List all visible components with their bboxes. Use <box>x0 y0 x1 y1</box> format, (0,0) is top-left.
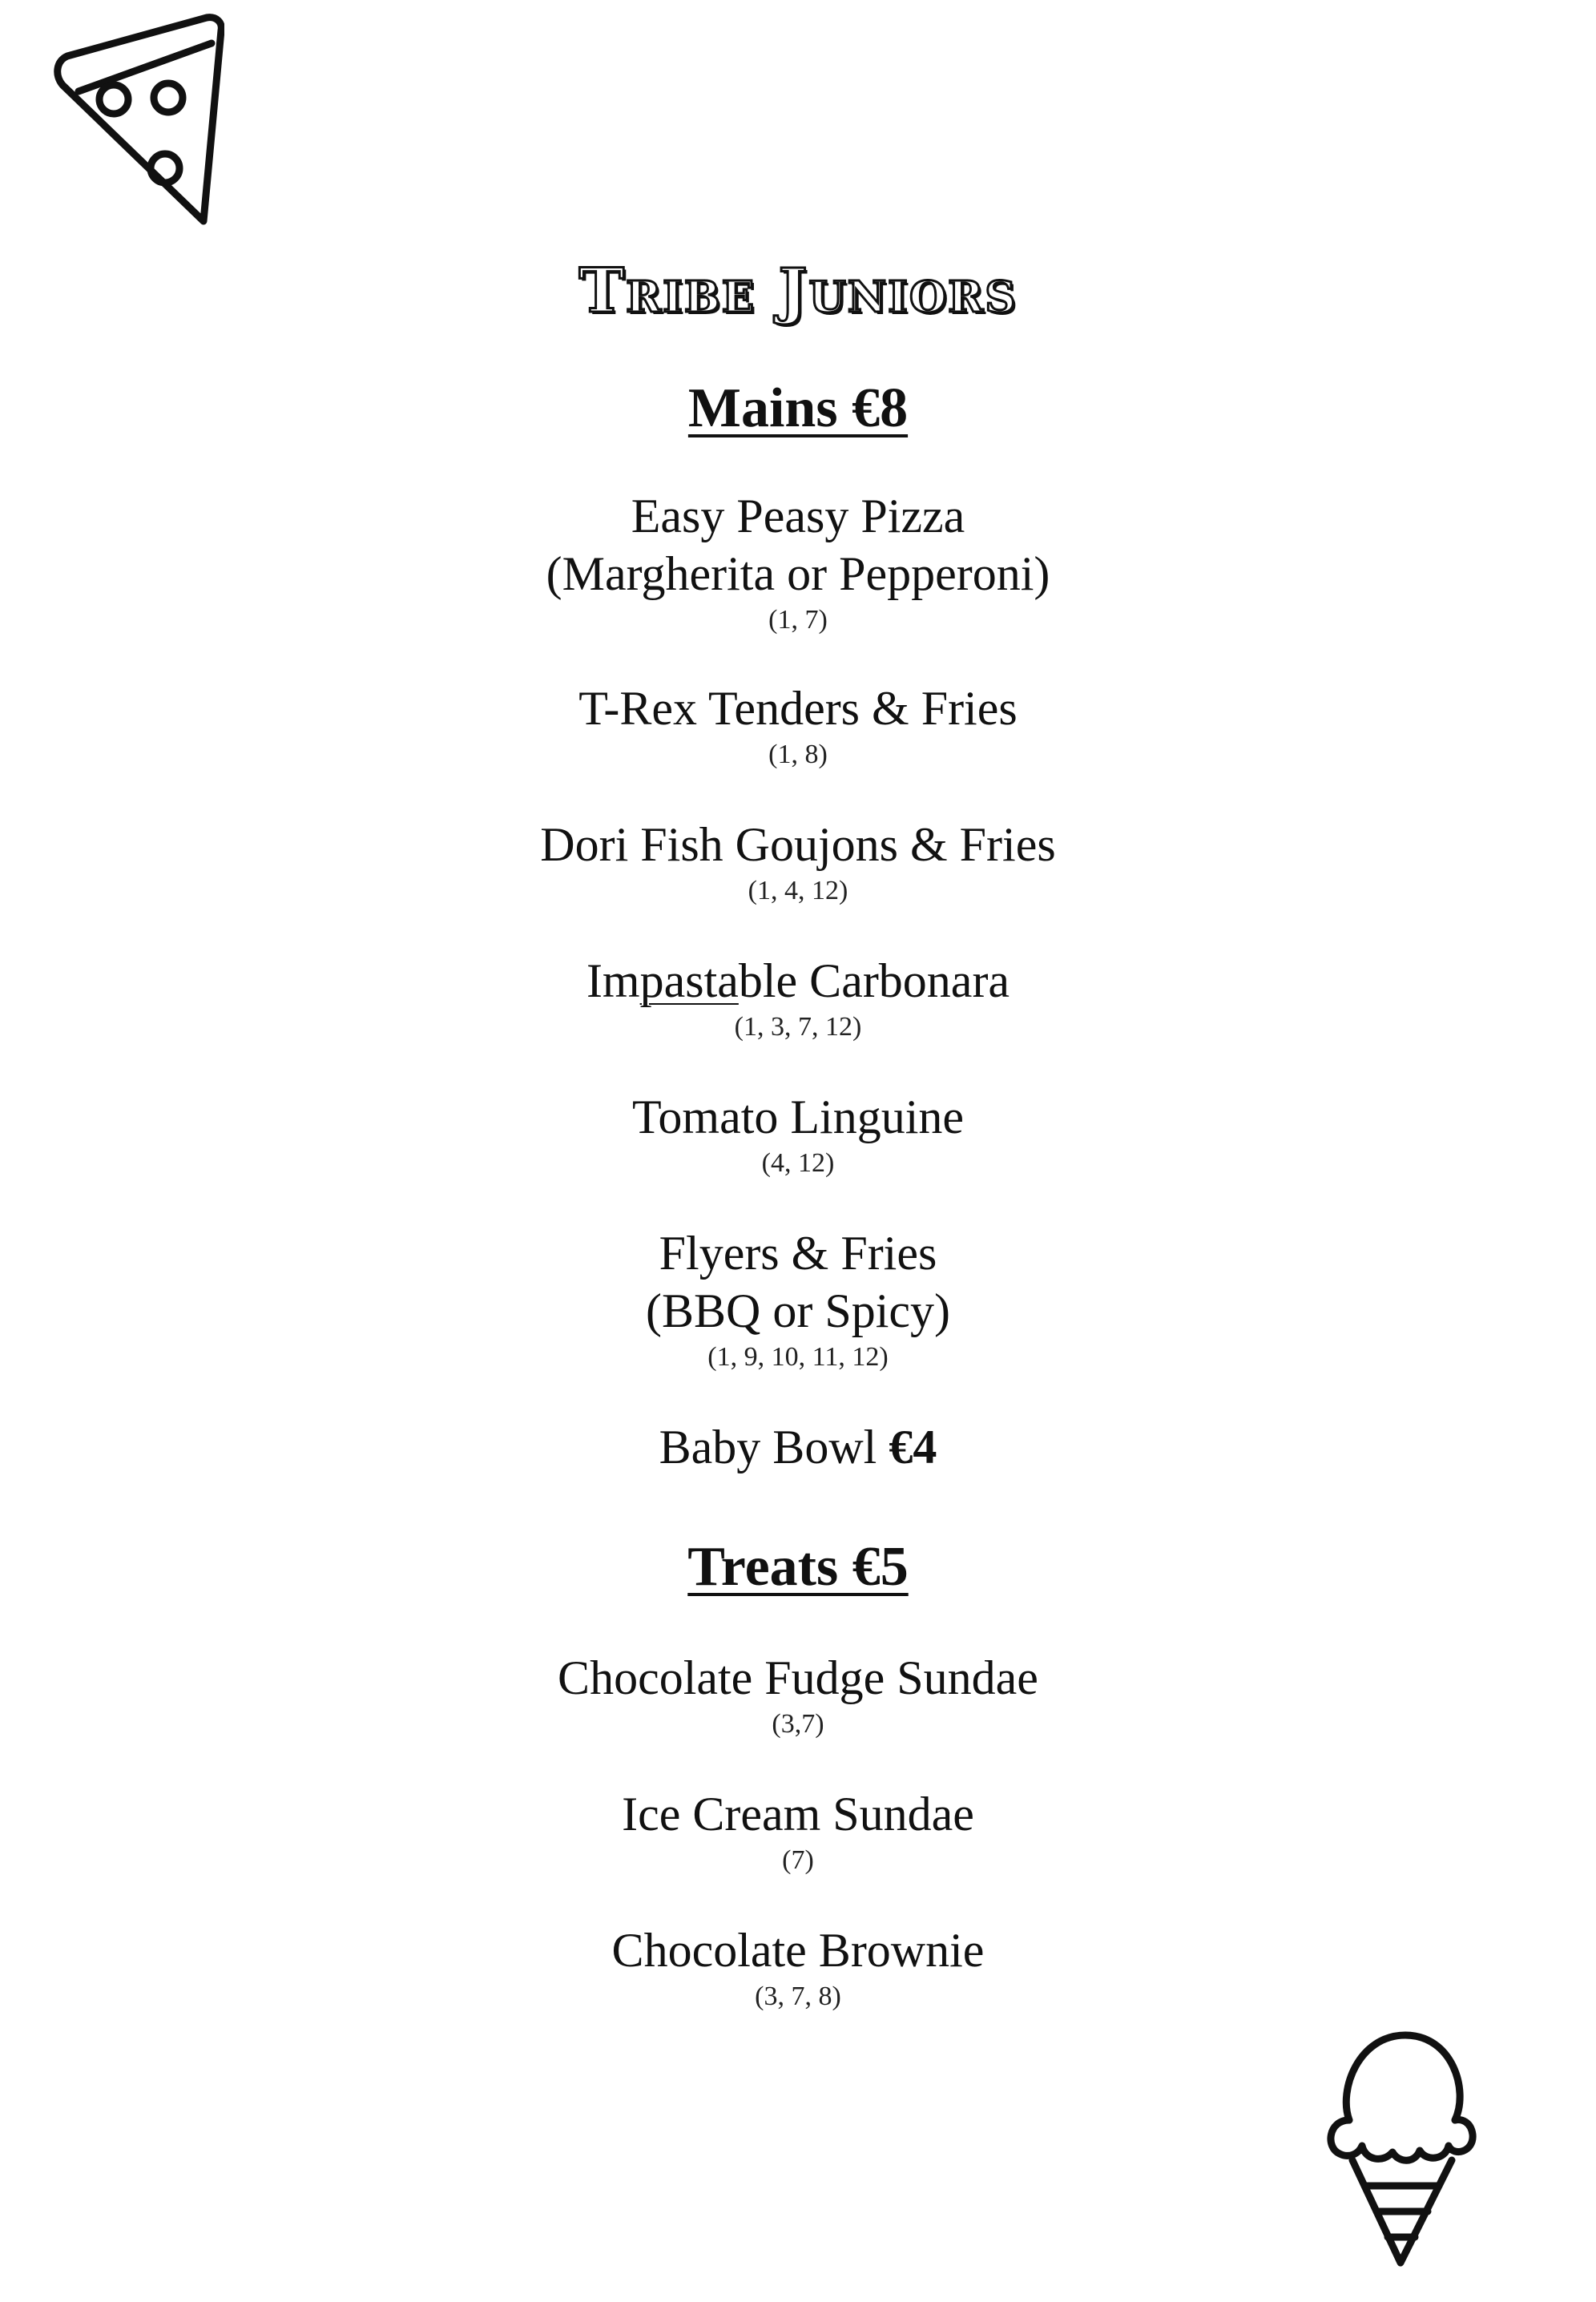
item-allergens: (1, 8) <box>768 740 828 769</box>
menu-item <box>0 1649 1596 1742</box>
item-name: Dori Fish Goujons & Fries <box>540 818 1056 871</box>
item-allergens: (4, 12) <box>761 1148 835 1178</box>
item-allergens: (3,7) <box>772 1709 824 1739</box>
item-name-part: Im <box>586 954 640 1007</box>
item-name-part: ble Carbonara <box>738 954 1010 1007</box>
menu-item <box>0 1224 1596 1375</box>
item-allergens: (1, 9, 10, 11, 12) <box>707 1342 889 1372</box>
menu-item <box>0 1088 1596 1181</box>
mains-heading: Mains €8 <box>687 377 909 439</box>
menu-item <box>0 1418 1596 1476</box>
item-price: €4 <box>889 1421 937 1474</box>
pizza-slice-icon <box>46 11 224 229</box>
item-allergens: (1, 7) <box>768 605 828 635</box>
menu-item <box>0 1921 1596 2014</box>
menu-item <box>0 487 1596 638</box>
item-name: Tomato Linguine <box>631 1091 965 1143</box>
item-name: Chocolate Brownie <box>611 1924 985 1977</box>
item-name <box>0 1418 1596 1476</box>
item-name: Ice Cream Sundae <box>622 1788 974 1840</box>
item-allergens: (3, 7, 8) <box>755 1981 841 2011</box>
menu-item <box>0 952 1596 1045</box>
item-name <box>0 952 1596 1010</box>
item-name-text: Baby Bowl <box>659 1421 877 1474</box>
item-sub: (Margherita or Pepperoni) <box>546 547 1050 600</box>
item-allergens: (7) <box>782 1845 814 1875</box>
item-name: Flyers & Fries <box>659 1227 937 1280</box>
item-name: Easy Peasy Pizza <box>631 490 965 542</box>
item-name: Chocolate Fudge Sundae <box>558 1651 1038 1704</box>
menu-item <box>0 1785 1596 1878</box>
item-name: T-Rex Tenders & Fries <box>578 682 1018 735</box>
item-allergens: (1, 3, 7, 12) <box>734 1012 862 1042</box>
menu-item <box>0 816 1596 909</box>
menu-item <box>0 679 1596 772</box>
menu-title: Tribe Juniors <box>578 255 1018 326</box>
item-allergens: (1, 4, 12) <box>748 876 848 905</box>
treats-heading: Treats €5 <box>687 1536 909 1598</box>
item-sub: (BBQ or Spicy) <box>646 1284 950 1337</box>
ice-cream-cone-icon <box>1320 2026 1481 2269</box>
item-name-pun: pasta <box>639 954 739 1007</box>
